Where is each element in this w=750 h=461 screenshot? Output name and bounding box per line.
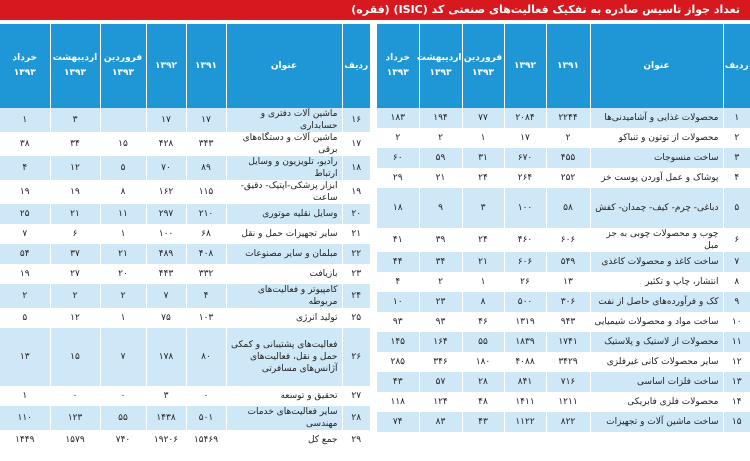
cell-1391: ۰ bbox=[186, 386, 226, 406]
table-row bbox=[0, 284, 370, 308]
cell-ordibehesht: ۵۷ bbox=[419, 372, 462, 392]
cell-1392: ۱۷ bbox=[146, 108, 186, 132]
cell-title: کک و فرآورده‌های حاصل از نفت bbox=[590, 292, 723, 312]
cell-ordibehesht: ۹ bbox=[419, 188, 462, 228]
cell-khordad: ۱۴۵ bbox=[377, 332, 419, 352]
table-row bbox=[377, 372, 750, 392]
table-row bbox=[0, 132, 370, 156]
cell-khordad: ۱۱۸ bbox=[377, 392, 419, 412]
cell-ordibehesht: ۳۴ bbox=[50, 132, 100, 156]
cell-ordibehesht: ۶ bbox=[50, 224, 100, 244]
cell-row-number: ۷ bbox=[723, 252, 750, 272]
cell-farvardin: ۴۳ bbox=[462, 412, 504, 432]
cell-row-number: ۱۹ bbox=[342, 180, 370, 204]
cell-row-number: ۲۳ bbox=[342, 264, 370, 284]
table-row bbox=[377, 252, 750, 272]
header-khordad bbox=[377, 24, 419, 108]
cell-ordibehesht: ۲ bbox=[419, 272, 462, 292]
header-row-number: ردیف bbox=[723, 24, 750, 108]
table-row bbox=[377, 292, 750, 312]
cell-row-number: ۵ bbox=[723, 188, 750, 228]
table-left-body bbox=[0, 108, 370, 450]
cell-khordad: ۷۴ bbox=[377, 412, 419, 432]
cell-1391: ۱۷۴۱ bbox=[546, 332, 590, 352]
cell-1391: ۲۵۲ bbox=[546, 168, 590, 188]
cell-title: محصولات از لاستیک و پلاستیک bbox=[590, 332, 723, 352]
cell-row-number: ۱۵ bbox=[723, 412, 750, 432]
header-1391: ۱۳۹۱ bbox=[186, 24, 226, 108]
cell-title: ساخت فلزات اساسی bbox=[590, 372, 723, 392]
cell-title: ساخت ماشین آلات و تجهیزات bbox=[590, 412, 723, 432]
cell-row-number: ۲۰ bbox=[342, 204, 370, 224]
header-farvardin-year: ۱۳۹۳ bbox=[112, 68, 134, 78]
table-row bbox=[377, 412, 750, 432]
cell-title: سایر فعالیت‌های خدمات مهندسی bbox=[226, 406, 342, 430]
cell-1392: ۱۴۱۱ bbox=[504, 392, 546, 412]
cell-title: سایر تجهیزات حمل و نقل bbox=[226, 224, 342, 244]
cell-1392: ۷۵ bbox=[146, 308, 186, 328]
cell-title: چوب و محصولات چوبی به جز مبل bbox=[590, 228, 723, 252]
cell-ordibehesht: ۱۲ bbox=[50, 156, 100, 180]
cell-1392: ۱۸۳۹ bbox=[504, 332, 546, 352]
cell-1392: ۱۷۸ bbox=[146, 328, 186, 386]
cell-1392: ۶۷۰ bbox=[504, 148, 546, 168]
table-row bbox=[0, 264, 370, 284]
cell-title: ابزار پزشکی-اپتیک- دقیق- ساعت bbox=[226, 180, 342, 204]
header-ordibehesht-year: ۱۳۹۳ bbox=[64, 68, 86, 78]
cell-row-number: ۲۴ bbox=[342, 284, 370, 308]
cell-farvardin: ۵۵ bbox=[462, 332, 504, 352]
header-farvardin bbox=[100, 24, 146, 108]
cell-khordad: ۴ bbox=[0, 156, 50, 180]
cell-1391: ۳۴۳ bbox=[186, 132, 226, 156]
cell-title: جمع کل bbox=[226, 430, 342, 450]
cell-title: کامپیوتر و فعالیت‌های مربوطه bbox=[226, 284, 342, 308]
cell-row-number: ۲۹ bbox=[342, 430, 370, 450]
cell-1391: ۱۰۳ bbox=[186, 308, 226, 328]
header-farvardin-year: ۱۳۹۳ bbox=[472, 68, 494, 78]
cell-1391: ۳۳۲ bbox=[186, 264, 226, 284]
cell-title: وسایل نقلیه موتوری bbox=[226, 204, 342, 224]
cell-1391: ۱۱۵ bbox=[186, 180, 226, 204]
cell-1392: ۲۶۴ bbox=[504, 168, 546, 188]
cell-khordad: ۲۵ bbox=[0, 204, 50, 224]
header-row-number: ردیف bbox=[342, 24, 370, 108]
cell-khordad: ۱۸۳ bbox=[377, 108, 419, 128]
cell-row-number: ۲ bbox=[723, 128, 750, 148]
cell-khordad: ۶۰ bbox=[377, 148, 419, 168]
cell-ordibehesht: ۲ bbox=[50, 284, 100, 308]
cell-title: تحقیق و توسعه bbox=[226, 386, 342, 406]
cell-1391: ۲۲۴۴ bbox=[546, 108, 590, 128]
cell-1391: ۸۲۲ bbox=[546, 412, 590, 432]
header-ordibehesht bbox=[50, 24, 100, 108]
header-1392: ۱۳۹۲ bbox=[146, 24, 186, 108]
cell-1391: ۷۱۶ bbox=[546, 372, 590, 392]
cell-farvardin: ۳ bbox=[462, 188, 504, 228]
table-row bbox=[0, 108, 370, 132]
table-row bbox=[377, 312, 750, 332]
cell-farvardin: ۱ bbox=[100, 224, 146, 244]
cell-ordibehesht: ۱۹۴ bbox=[419, 108, 462, 128]
cell-ordibehesht: ۳۴ bbox=[419, 252, 462, 272]
cell-1391: ۸۹ bbox=[186, 156, 226, 180]
cell-row-number: ۳ bbox=[723, 148, 750, 168]
cell-khordad: ۵ bbox=[0, 308, 50, 328]
cell-title: تولید انرژی bbox=[226, 308, 342, 328]
cell-1391: ۵۴۹ bbox=[546, 252, 590, 272]
cell-1392: ۱۳۱۹ bbox=[504, 312, 546, 332]
cell-row-number: ۸ bbox=[723, 272, 750, 292]
table-row bbox=[0, 156, 370, 180]
table-row bbox=[377, 108, 750, 128]
cell-khordad: ۲۹ bbox=[377, 168, 419, 188]
cell-khordad: ۳۸ bbox=[0, 132, 50, 156]
cell-row-number: ۴ bbox=[723, 168, 750, 188]
table-row bbox=[377, 188, 750, 228]
cell-farvardin: ۲۱ bbox=[462, 252, 504, 272]
cell-title: ساخت منسوجات bbox=[590, 148, 723, 168]
cell-row-number: ۲۲ bbox=[342, 244, 370, 264]
cell-title: ساخت کاغذ و محصولات کاغذی bbox=[590, 252, 723, 272]
cell-1392: ۸۴۱ bbox=[504, 372, 546, 392]
cell-row-number: ۲۱ bbox=[342, 224, 370, 244]
header-title: عنوان bbox=[226, 24, 342, 108]
cell-khordad: ۴۱ bbox=[377, 228, 419, 252]
cell-ordibehesht: ۹۳ bbox=[419, 312, 462, 332]
cell-1391: ۶۸ bbox=[186, 224, 226, 244]
table-row bbox=[0, 308, 370, 328]
cell-khordad: ۲ bbox=[377, 128, 419, 148]
header-1392: ۱۳۹۲ bbox=[504, 24, 546, 108]
cell-farvardin: ۱۵ bbox=[100, 132, 146, 156]
table-row bbox=[0, 244, 370, 264]
table-row bbox=[377, 352, 750, 372]
cell-1391: ۲۱۰ bbox=[186, 204, 226, 224]
table-row bbox=[377, 332, 750, 352]
cell-1392: ۱۶۲ bbox=[146, 180, 186, 204]
cell-1391: ۱۲۱۱ bbox=[546, 392, 590, 412]
cell-1391: ۸۰ bbox=[186, 328, 226, 386]
table-header-row bbox=[0, 24, 370, 108]
cell-khordad: ۹۳ bbox=[377, 312, 419, 332]
cell-ordibehesht: ۳۷ bbox=[50, 244, 100, 264]
cell-khordad: ۲۸۵ bbox=[377, 352, 419, 372]
cell-khordad: ۴۴ bbox=[377, 252, 419, 272]
cell-title: بازیافت bbox=[226, 264, 342, 284]
cell-khordad: ۱۹ bbox=[0, 180, 50, 204]
cell-1392: ۴۴۳ bbox=[146, 264, 186, 284]
cell-1391: ۱۷ bbox=[186, 108, 226, 132]
header-farvardin bbox=[462, 24, 504, 108]
cell-farvardin: ۲۴ bbox=[462, 228, 504, 252]
cell-row-number: ۶ bbox=[723, 228, 750, 252]
cell-khordad: ۲ bbox=[0, 284, 50, 308]
table-row bbox=[0, 180, 370, 204]
cell-title: محصولات فلزی فابریکی bbox=[590, 392, 723, 412]
header-ordibehesht-year: ۱۳۹۳ bbox=[429, 68, 452, 78]
cell-ordibehesht: ۲۳ bbox=[419, 292, 462, 312]
cell-farvardin: ۲۰ bbox=[100, 264, 146, 284]
cell-row-number: ۱۱ bbox=[723, 332, 750, 352]
header-ordibehesht bbox=[416, 24, 462, 108]
cell-row-number: ۱۳ bbox=[723, 372, 750, 392]
cell-farvardin: ۵۵ bbox=[100, 406, 146, 430]
cell-1391: ۴۵۵ bbox=[546, 148, 590, 168]
cell-1391: ۵۰۱ bbox=[186, 406, 226, 430]
cell-farvardin: ۸ bbox=[462, 292, 504, 312]
cell-title: دباغی- چرم- کیف- چمدان- کفش bbox=[590, 188, 723, 228]
cell-farvardin: ۱ bbox=[100, 308, 146, 328]
cell-ordibehesht: ۱۹ bbox=[50, 180, 100, 204]
table-row bbox=[0, 386, 370, 406]
table-row bbox=[0, 224, 370, 244]
cell-khordad: ۱۸ bbox=[377, 188, 419, 228]
cell-ordibehesht: ۲ bbox=[419, 128, 462, 148]
cell-1392: ۴۰۸۸ bbox=[504, 352, 546, 372]
cell-1392: ۱۱۲۲ bbox=[504, 412, 546, 432]
header-khordad-month: خرداد bbox=[12, 53, 37, 63]
cell-ordibehesht: ۳۴۶ bbox=[419, 352, 462, 372]
cell-1392: ۲۶ bbox=[504, 272, 546, 292]
cell-1391: ۲ bbox=[546, 128, 590, 148]
cell-khordad: ۱۴۴۹ bbox=[0, 430, 50, 450]
cell-1391: ۱۳ bbox=[546, 272, 590, 292]
cell-ordibehesht: ۸۳ bbox=[419, 412, 462, 432]
cell-ordibehesht: ۲۷ bbox=[50, 264, 100, 284]
table-row bbox=[0, 406, 370, 430]
table-row bbox=[0, 204, 370, 224]
table-left bbox=[0, 24, 370, 450]
cell-farvardin: ۴۸ bbox=[462, 392, 504, 412]
cell-farvardin: ۷۴۰ bbox=[100, 430, 146, 450]
cell-1391: ۳۴۲۹ bbox=[546, 352, 590, 372]
cell-title: ماشین آلات و دستگاه‌های برقی bbox=[226, 132, 342, 156]
cell-row-number: ۱ bbox=[723, 108, 750, 128]
cell-title: انتشار، چاپ و تکثیر bbox=[590, 272, 723, 292]
cell-row-number: ۲۶ bbox=[342, 328, 370, 386]
cell-1392: ۱۰۰ bbox=[504, 188, 546, 228]
cell-title: ساخت مواد و محصولات شیمیایی bbox=[590, 312, 723, 332]
cell-row-number: ۱۷ bbox=[342, 132, 370, 156]
header-khordad-year: ۱۳۹۳ bbox=[386, 68, 409, 78]
cell-ordibehesht: ۵۹ bbox=[419, 148, 462, 168]
cell-row-number: ۱۶ bbox=[342, 108, 370, 132]
cell-1392: ۶۰۶ bbox=[504, 252, 546, 272]
cell-farvardin: ۲ bbox=[100, 284, 146, 308]
table-row bbox=[377, 392, 750, 412]
table-row bbox=[377, 228, 750, 252]
table-right bbox=[377, 24, 750, 432]
table-row bbox=[377, 168, 750, 188]
cell-1392: ۴۸۹ bbox=[146, 244, 186, 264]
cell-title: مبلمان و سایر مصنوعات bbox=[226, 244, 342, 264]
cell-1391: ۶۰۶ bbox=[546, 228, 590, 252]
cell-row-number: ۱۸ bbox=[342, 156, 370, 180]
cell-ordibehesht: ۱۲ bbox=[50, 308, 100, 328]
cell-1392: ۲۰۸۴ bbox=[504, 108, 546, 128]
cell-farvardin: ۷ bbox=[100, 328, 146, 386]
cell-1391: ۳۰۶ bbox=[546, 292, 590, 312]
cell-ordibehesht: ۱۲۳ bbox=[50, 406, 100, 430]
cell-row-number: ۹ bbox=[723, 292, 750, 312]
cell-khordad: ۱۰ bbox=[377, 292, 419, 312]
cell-title: محصولات از توتون و تنباکو bbox=[590, 128, 723, 148]
header-khordad bbox=[0, 24, 50, 108]
header-farvardin-month: فروردین bbox=[463, 53, 503, 63]
cell-khordad: ۱۳ bbox=[0, 328, 50, 386]
table-row bbox=[0, 430, 370, 450]
cell-farvardin: ۷۷ bbox=[462, 108, 504, 128]
cell-title: محصولات غذایی و آشامیدنی‌ها bbox=[590, 108, 723, 128]
header-title: عنوان bbox=[590, 24, 723, 108]
cell-title: فعالیت‌های پشتیبانی و کمکی حمل و نقل، فعالیت‌های آژانس‌های مسافرتی bbox=[226, 328, 342, 386]
cell-ordibehesht: ۱۵ bbox=[50, 328, 100, 386]
cell-khordad: ۱ bbox=[0, 108, 50, 132]
cell-khordad: ۱ bbox=[0, 386, 50, 406]
cell-farvardin: ۰ bbox=[100, 386, 146, 406]
cell-title: ماشین آلات دفتری و حسابداری bbox=[226, 108, 342, 132]
table-row bbox=[377, 128, 750, 148]
cell-1392: ۳ bbox=[146, 386, 186, 406]
cell-farvardin: ۱ bbox=[462, 128, 504, 148]
cell-1391: ۹۴۳ bbox=[546, 312, 590, 332]
cell-row-number: ۱۲ bbox=[723, 352, 750, 372]
cell-farvardin: ۵ bbox=[100, 156, 146, 180]
cell-1391: ۴ bbox=[186, 284, 226, 308]
cell-1392: ۲۹۷ bbox=[146, 204, 186, 224]
cell-farvardin: ۴۶ bbox=[462, 312, 504, 332]
cell-ordibehesht: ۲۱ bbox=[419, 168, 462, 188]
cell-title: رادیو، تلویزیون و وسایل ارتباط bbox=[226, 156, 342, 180]
cell-1392: ۱۰۰ bbox=[146, 224, 186, 244]
cell-ordibehesht: ۱۶۴ bbox=[419, 332, 462, 352]
cell-khordad: ۱۹ bbox=[0, 264, 50, 284]
table-row bbox=[377, 272, 750, 292]
cell-row-number: ۱۰ bbox=[723, 312, 750, 332]
page-title: تعداد جواز تاسیس صادره به تفکیک فعالیت‌های صنعتی کد (ISIC) (فقره) bbox=[0, 0, 750, 20]
cell-ordibehesht: ۱۵۷۹ bbox=[50, 430, 100, 450]
cell-farvardin: ۱۱ bbox=[100, 204, 146, 224]
cell-1391: ۴۰۸ bbox=[186, 244, 226, 264]
header-khordad-month: خرداد bbox=[385, 53, 410, 63]
table-row bbox=[0, 328, 370, 386]
cell-ordibehesht: ۰ bbox=[50, 386, 100, 406]
cell-row-number: ۱۴ bbox=[723, 392, 750, 412]
cell-1392: ۴۶۰ bbox=[504, 228, 546, 252]
cell-farvardin: ۳۱ bbox=[462, 148, 504, 168]
cell-row-number: ۲۷ bbox=[342, 386, 370, 406]
header-1391: ۱۳۹۱ bbox=[546, 24, 590, 108]
cell-title: پوشاک و عمل آوردن پوست خز bbox=[590, 168, 723, 188]
header-farvardin-month: فروردین bbox=[103, 53, 143, 63]
cell-farvardin bbox=[100, 108, 146, 132]
cell-farvardin: ۲۸ bbox=[462, 372, 504, 392]
cell-1392: ۴۲۸ bbox=[146, 132, 186, 156]
table-header-row bbox=[377, 24, 750, 108]
header-ordibehesht-month: اردیبهشت bbox=[416, 53, 462, 63]
header-ordibehesht-month: اردیبهشت bbox=[52, 53, 98, 63]
cell-title: سایر محصولات کانی غیرفلزی bbox=[590, 352, 723, 372]
cell-ordibehesht: ۲۱ bbox=[50, 204, 100, 224]
cell-khordad: ۴۳ bbox=[377, 372, 419, 392]
cell-khordad: ۵۴ bbox=[0, 244, 50, 264]
cell-1392: ۷۰ bbox=[146, 156, 186, 180]
cell-farvardin: ۲۱ bbox=[100, 244, 146, 264]
table-right-body bbox=[377, 108, 750, 432]
cell-farvardin: ۸ bbox=[100, 180, 146, 204]
cell-1391: ۵۸ bbox=[546, 188, 590, 228]
cell-1392: ۱۹۲۰۶ bbox=[146, 430, 186, 450]
cell-farvardin: ۱ bbox=[462, 272, 504, 292]
header-khordad-year: ۱۳۹۳ bbox=[13, 68, 36, 78]
cell-row-number: ۲۸ bbox=[342, 406, 370, 430]
cell-1392: ۱۷ bbox=[504, 128, 546, 148]
cell-1392: ۵۰۰ bbox=[504, 292, 546, 312]
cell-ordibehesht: ۳ bbox=[50, 108, 100, 132]
cell-1392: ۷ bbox=[146, 284, 186, 308]
cell-farvardin: ۱۸۰ bbox=[462, 352, 504, 372]
cell-1392: ۱۴۳۸ bbox=[146, 406, 186, 430]
table-row bbox=[377, 148, 750, 168]
cell-farvardin: ۲۴ bbox=[462, 168, 504, 188]
cell-khordad: ۷ bbox=[0, 224, 50, 244]
cell-khordad: ۴ bbox=[377, 272, 419, 292]
cell-1391: ۱۵۴۶۹ bbox=[186, 430, 226, 450]
cell-row-number: ۲۵ bbox=[342, 308, 370, 328]
cell-ordibehesht: ۱۲۴ bbox=[419, 392, 462, 412]
cell-khordad: ۱۱۰ bbox=[0, 406, 50, 430]
cell-ordibehesht: ۳۹ bbox=[419, 228, 462, 252]
